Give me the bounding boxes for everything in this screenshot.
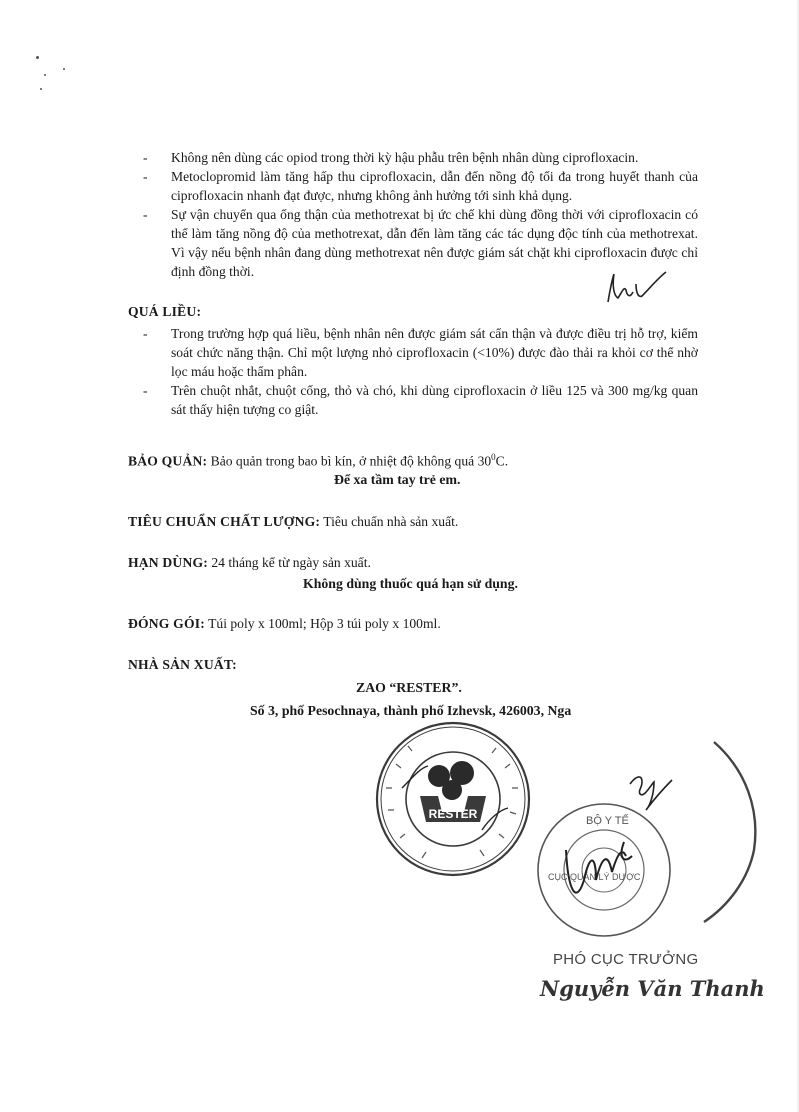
interactions-list [143, 148, 698, 281]
manufacturer-name: ZAO “RESTER”. [356, 680, 462, 695]
scan-speck [63, 68, 65, 70]
packaging-text: Túi poly x 100ml; Hộp 3 túi poly x 100ml. [208, 616, 441, 631]
stamp-logo-text: RESTER [428, 807, 478, 821]
list-item: - Sự vận chuyển qua ống thận của methotrexat bị ức chế khi dùng đồng thời với ciprofloxacin có thể làm tăng nồng độ của methotrexat, dẫn đến làm tăng các tác dụng độc tính của methotrexat. Vì vậy nếu bệnh nhân đang dùng methotrexat nên được giám sát chặt khi ciprofloxacin được chỉ định đồng thời. [143, 207, 698, 279]
packaging-line [128, 614, 441, 633]
expiry-line [128, 553, 371, 572]
approval-name: Nguyễn Văn Thanh [540, 976, 765, 1001]
expiry-warning: Không dùng thuốc quá hạn sử dụng. [303, 576, 518, 591]
storage-text-unit: C. [495, 453, 509, 469]
list-item: - Trong trường hợp quá liều, bệnh nhân nên được giám sát cẩn thận và được điều trị hỗ trợ, kiểm soát chức năng thận. Chỉ một lượng nhỏ ciprofloxacin (<10%) được đào thải ra khỏi cơ thể nhờ lọc máu hoặc thẩm phân. [143, 326, 698, 379]
quality-text: Tiêu chuẩn nhà sản xuất. [323, 514, 459, 529]
degree-superscript: 0 [491, 452, 496, 462]
quality-line [128, 512, 458, 531]
manufacturer-heading: NHÀ SẢN XUẤT: [128, 657, 237, 672]
scan-speck [36, 56, 39, 59]
expiry-heading: HẠN DÙNG: [128, 555, 208, 570]
ministry-stamp-top: BỘ Y TẾ [586, 815, 629, 827]
storage-heading: BẢO QUẢN: [128, 453, 208, 469]
overdose-heading: QUÁ LIỀU: [128, 304, 202, 319]
scan-speck [40, 88, 42, 90]
initials-signature [600, 268, 670, 308]
list-item: - Không nên dùng các opiod trong thời kỳ hậu phẫu trên bệnh nhân dùng ciprofloxacin. [143, 150, 639, 165]
list-item: - Trên chuột nhắt, chuột cống, thỏ và chó, khi dùng ciprofloxacin ở liều 125 và 300 mg/kg quan sát thấy hiện tượng co giật. [143, 383, 698, 417]
ministry-stamp [484, 730, 799, 940]
scan-speck [44, 74, 46, 76]
storage-line [128, 448, 508, 471]
quality-heading: TIÊU CHUẨN CHẤT LƯỢNG: [128, 514, 321, 529]
expiry-text: 24 tháng kể từ ngày sản xuất. [211, 555, 371, 570]
storage-warning: Để xa tầm tay trẻ em. [334, 472, 461, 487]
ministry-stamp-bottom: CỤC QUẢN LÝ DƯỢC [548, 872, 641, 882]
overdose-list [143, 324, 698, 419]
approval-title: PHÓ CỤC TRƯỞNG [553, 951, 699, 968]
storage-text: Bảo quản trong bao bì kín, ở nhiệt độ không quá 30 [210, 453, 492, 469]
list-item: - Metoclopromid làm tăng hấp thu ciprofloxacin, dẫn đến nồng độ tối đa trong huyết thanh của ciprofloxacin nhanh đạt được, nhưng không ảnh hưởng tới sinh khả dụng. [143, 169, 698, 203]
manufacturer-address: Số 3, phố Pesochnaya, thành phố Izhevsk, 426003, Nga [250, 703, 572, 718]
packaging-heading: ĐÓNG GÓI: [128, 616, 205, 631]
